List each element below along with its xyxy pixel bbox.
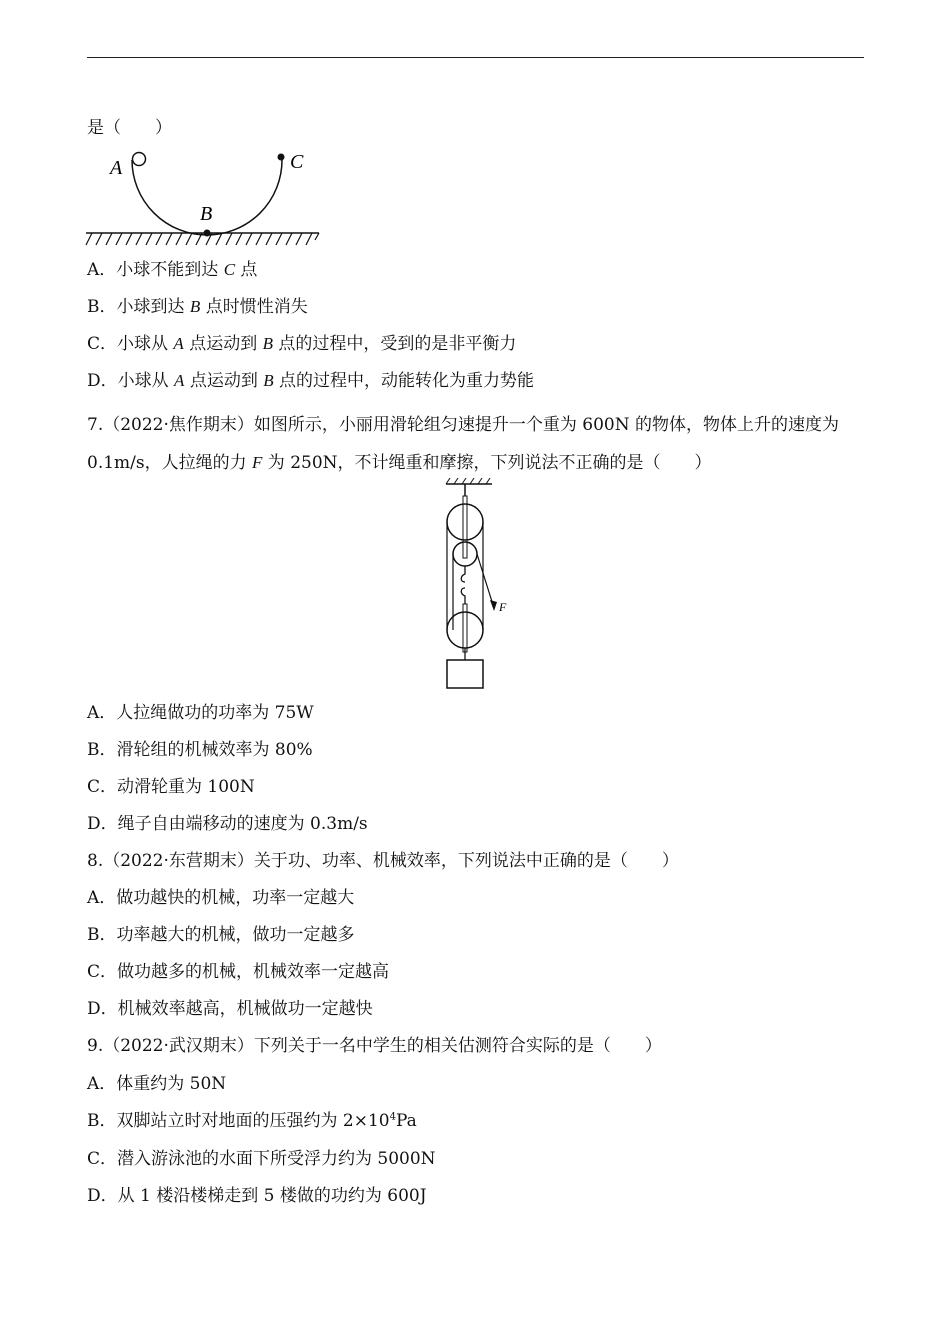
q7-option-d: D．绳子自由端移动的速度为 0.3m/s xyxy=(87,814,368,834)
q9-option-a: A．体重约为 50N xyxy=(87,1074,227,1094)
header-rule xyxy=(87,57,864,58)
pulley-system-figure xyxy=(440,478,520,690)
force-arrow-icon xyxy=(490,600,497,611)
q8-option-b: B．功率越大的机械，做功一定越多 xyxy=(87,925,355,945)
q7-option-b: B．滑轮组的机械效率为 80% xyxy=(87,740,313,760)
label-b: B xyxy=(200,203,213,225)
q9-option-c: C．潜入游泳池的水面下所受浮力约为 5000N xyxy=(87,1149,436,1169)
q8-stem: 8.（2022·东营期末）关于功、功率、机械效率，下列说法中正确的是（ ） xyxy=(87,851,679,871)
label-a: A xyxy=(110,157,123,179)
free-rope-end xyxy=(477,554,494,608)
q7-option-c: C．动滑轮重为 100N xyxy=(87,777,255,797)
label-c: C xyxy=(290,151,304,173)
q6-stem-tail: 是（ ） xyxy=(87,118,172,138)
force-label: F xyxy=(499,600,507,614)
point-c-dot xyxy=(278,154,285,161)
load-block xyxy=(447,660,483,688)
q8-option-a: A．做功越快的机械，功率一定越大 xyxy=(87,888,355,908)
half-pipe-figure xyxy=(82,146,332,246)
q6-option-c: C．小球从 A 点运动到 B 点的过程中，受到的是非平衡力 xyxy=(87,334,517,354)
q6-option-b: B．小球到达 B 点时惯性消失 xyxy=(87,297,308,317)
q9-option-b: B．双脚站立时对地面的压强约为 $2\times 10^4Pa$ xyxy=(87,1111,417,1131)
q6-option-d: D．小球从 A 点运动到 B 点的过程中，动能转化为重力势能 xyxy=(87,371,535,391)
ball-icon xyxy=(133,153,146,166)
q7-option-a: A．人拉绳做功的功率为 75W xyxy=(87,703,314,723)
q7-stem: 7.（2022·焦作期末）如图所示，小丽用滑轮组匀速提升一个重为 600N 的物体，物体上升的速度为 0.1m/s，人拉绳的力 F 为 250N，不计绳重和摩擦，下列说法不正确的是（ ） xyxy=(87,415,840,473)
q8-option-c: C．做功越多的机械，机械效率一定越高 xyxy=(87,962,390,982)
q9-stem: 9.（2022·武汉期末）下列关于一名中学生的相关估测符合实际的是（ ） xyxy=(87,1036,662,1056)
q9-option-d: D．从 1 楼沿楼梯走到 5 楼做的功约为 600J xyxy=(87,1186,427,1206)
q6-option-a: A．小球不能到达 C 点 xyxy=(87,260,258,280)
q8-option-d: D．机械效率越高，机械做功一定越快 xyxy=(87,999,373,1019)
